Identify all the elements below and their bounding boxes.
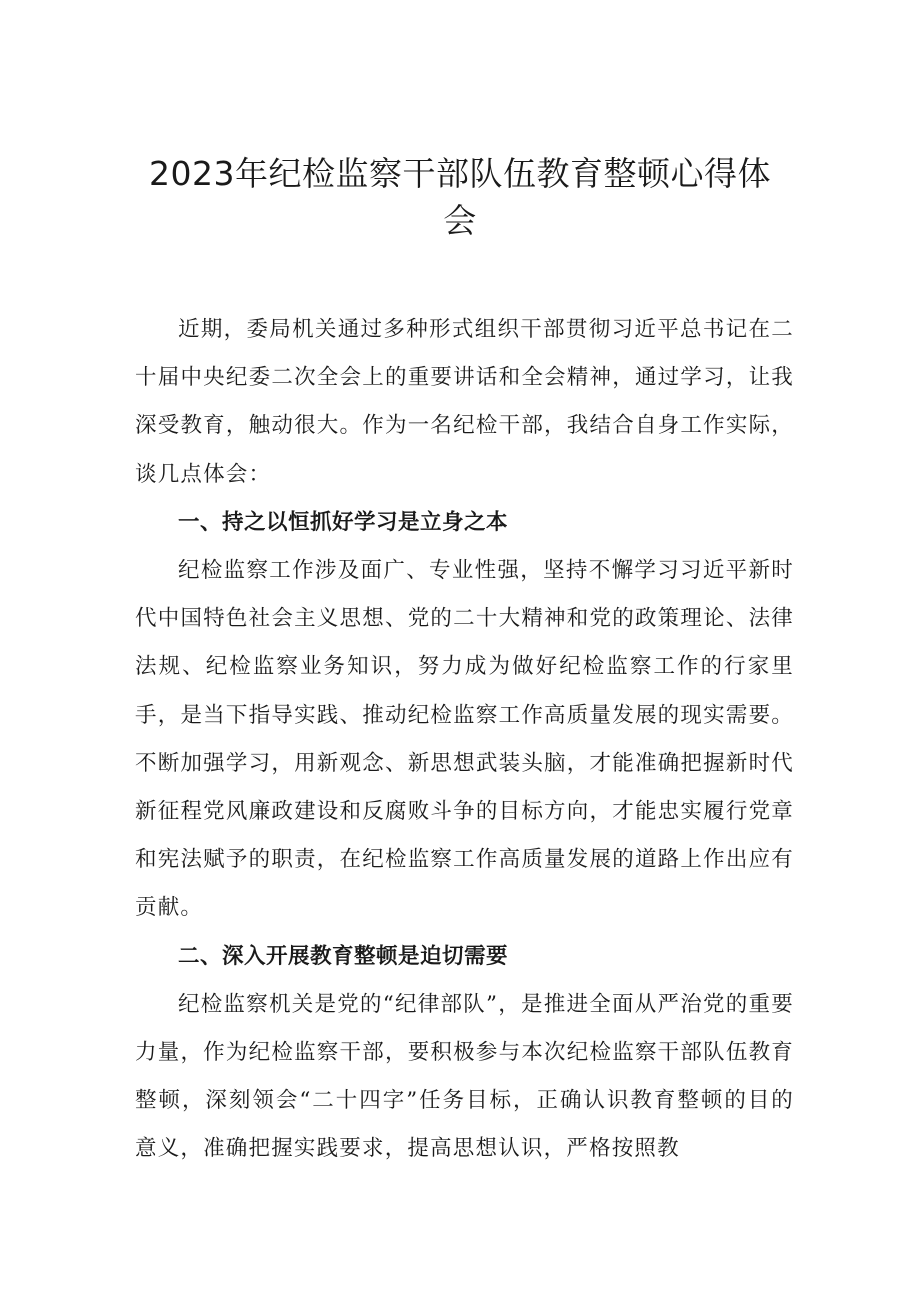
document-title: 2023年纪检监察干部队伍教育整顿心得体会 [149, 154, 771, 240]
section-heading-1: 一、持之以恒抓好学习是立身之本 [178, 509, 509, 535]
intro-paragraph: 近期，委局机关通过多种形式组织干部贯彻习近平总书记在二十届中央纪委二次全会上的重要讲话和全会精神，通过学习，让我深受教育，触动很大。作为一名纪检干部，我结合自身工作实际，谈几点体会： [135, 317, 794, 487]
section-paragraph-2: 纪检监察机关是党的“纪律部队”，是推进全面从严治党的重要力量，作为纪检监察干部，要积极参与本次纪检监察干部队伍教育整顿，深刻领会“二十四字”任务目标，正确认识教育整顿的目的意义，准确把握实践要求，提高思想认识，严格按照教 [135, 991, 794, 1162]
section-heading-2: 二、深入开展教育整顿是迫切需要 [178, 943, 509, 969]
document-body [135, 306, 794, 1174]
section-paragraph-1: 纪检监察工作涉及面广、专业性强，坚持不懈学习习近平新时代中国特色社会主义思想、党的二十大精神和党的政策理论、法律法规、纪检监察业务知识，努力成为做好纪检监察工作的行家里手，是当下指导实践、推动纪检监察工作高质量发展的现实需要。不断加强学习，用新观念、新思想武装头脑，才能准确把握新时代新征程党风廉政建设和反腐败斗争的目标方向，才能忠实履行党章和宪法赋予的职责，在纪检监察工作高质量发展的道路上作出应有贡献。 [135, 558, 794, 921]
